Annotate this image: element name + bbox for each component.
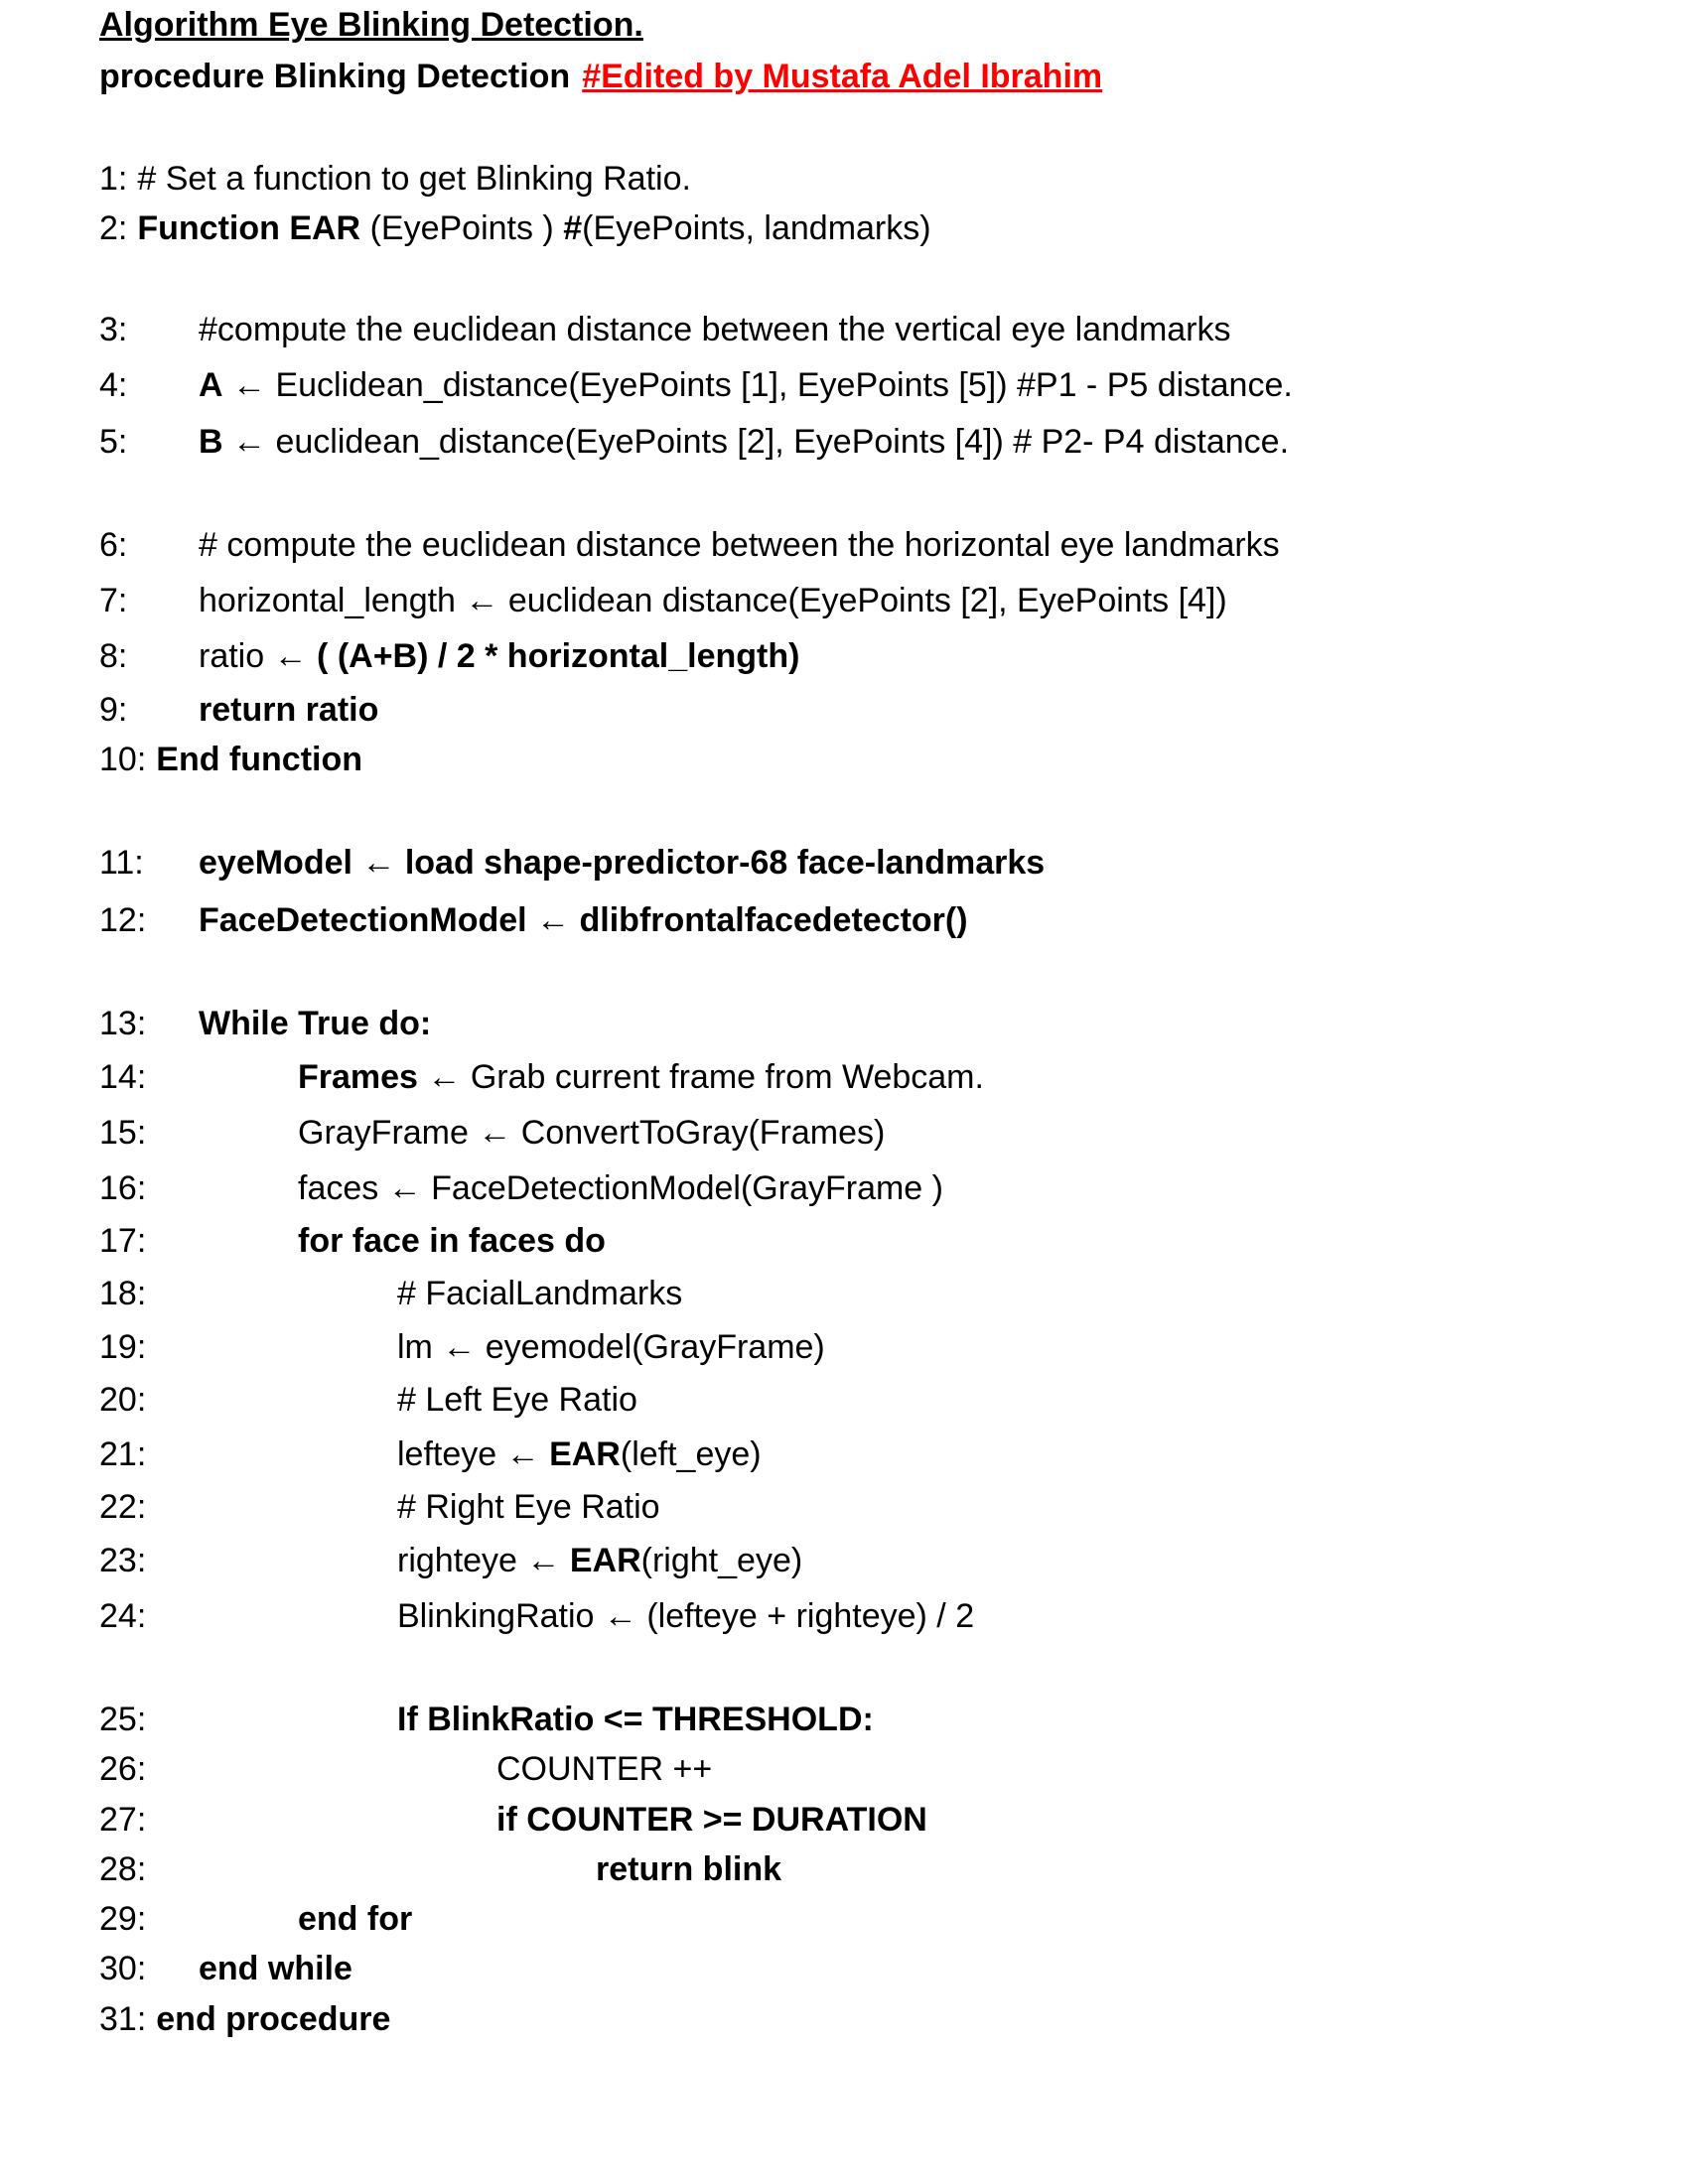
- line-number: 29:: [99, 1900, 147, 1938]
- code-line: [99, 1591, 975, 1641]
- code-line: [99, 999, 432, 1048]
- code-fragment: # Right Eye Ratio: [397, 1488, 660, 1526]
- code-line: [99, 1844, 782, 1894]
- line-number: 4:: [99, 366, 128, 404]
- line-code: [397, 1536, 802, 1585]
- line-code: [496, 1744, 712, 1794]
- line-number: 13:: [99, 1005, 147, 1042]
- line-number: 28:: [99, 1850, 147, 1888]
- procedure-header: [99, 52, 1102, 101]
- code-fragment: COUNTER ++: [496, 1750, 713, 1788]
- line-code: [156, 2000, 390, 2038]
- code-line: [99, 1944, 352, 1993]
- code-fragment: (EyePoints, landmarks): [582, 209, 931, 247]
- code-line: [99, 1795, 927, 1844]
- code-fragment: EAR: [569, 1542, 641, 1579]
- code-line: [99, 1994, 390, 2044]
- line-number: 26:: [99, 1750, 147, 1788]
- line-number: 14:: [99, 1058, 147, 1096]
- line-number: 5:: [99, 423, 128, 461]
- code-fragment: lm ← eyemodel(GrayFrame): [397, 1328, 825, 1366]
- code-fragment: #: [563, 209, 583, 247]
- line-number: 19:: [99, 1328, 147, 1366]
- line-number: 30:: [99, 1950, 147, 1987]
- code-fragment: # compute the euclidean distance between the horizontal eye landmarks: [199, 526, 1280, 564]
- code-line: [99, 1108, 886, 1158]
- editor-credit: #Edited by Mustafa Adel Ibrahim: [582, 58, 1103, 95]
- line-code: [397, 1482, 660, 1532]
- code-line: [99, 1163, 943, 1213]
- code-fragment: end for: [298, 1900, 413, 1938]
- code-fragment: B: [199, 423, 223, 461]
- code-fragment: end while: [199, 1950, 352, 1987]
- line-code: [596, 1844, 781, 1894]
- procedure-name: procedure Blinking Detection: [99, 58, 571, 95]
- line-number: 31:: [99, 2000, 147, 2038]
- code-fragment: ← Grab current frame from Webcam.: [417, 1058, 984, 1096]
- code-line: [99, 1052, 984, 1102]
- code-fragment: ratio ←: [199, 637, 318, 675]
- code-line: [99, 735, 362, 784]
- line-number: 25:: [99, 1701, 147, 1738]
- code-fragment: ( (A+B) / 2 * horizontal_length): [317, 637, 800, 675]
- line-number: 15:: [99, 1114, 147, 1152]
- code-line: [99, 895, 968, 945]
- code-line: [99, 1430, 762, 1479]
- code-fragment: for face in faces do: [298, 1222, 606, 1260]
- code-fragment: FaceDetectionModel ← dlibfrontalfacedetector(): [199, 901, 968, 939]
- code-fragment: # Set a function to get Blinking Ratio.: [137, 160, 691, 198]
- line-code: [199, 1944, 352, 1993]
- line-number: 12:: [99, 901, 147, 939]
- code-line: [99, 154, 691, 204]
- code-fragment: If BlinkRatio <= THRESHOLD:: [397, 1701, 874, 1738]
- line-code: [298, 1894, 412, 1944]
- code-line: [99, 1216, 606, 1266]
- line-number: 11:: [99, 844, 144, 882]
- code-fragment: return ratio: [199, 691, 379, 729]
- code-line: [99, 305, 1231, 354]
- code-fragment: righteye ←: [397, 1542, 570, 1579]
- line-code: [298, 1108, 885, 1158]
- line-number: 8:: [99, 637, 128, 675]
- code-fragment: BlinkingRatio ← (lefteye + righteye) / 2: [397, 1597, 975, 1635]
- line-number: 20:: [99, 1381, 147, 1419]
- algorithm-title: Algorithm Eye Blinking Detection.: [99, 6, 643, 44]
- code-fragment: ← euclidean_distance(EyePoints [2], EyePoints [4]) # P2- P4 distance.: [222, 423, 1290, 461]
- line-number: 23:: [99, 1542, 147, 1579]
- code-fragment: GrayFrame ← ConvertToGray(Frames): [298, 1114, 886, 1152]
- code-line: [99, 685, 379, 735]
- line-code: [199, 576, 1227, 625]
- line-code: [137, 209, 930, 247]
- code-fragment: Function EAR: [137, 209, 361, 247]
- code-line: [99, 520, 1280, 570]
- code-fragment: lefteye ←: [397, 1435, 550, 1473]
- code-fragment: end procedure: [156, 2000, 391, 2038]
- code-line: [99, 1269, 683, 1318]
- line-number: 2:: [99, 209, 128, 247]
- code-fragment: (right_eye): [640, 1542, 803, 1579]
- line-code: [397, 1322, 825, 1372]
- line-code: [397, 1695, 874, 1744]
- code-line: [99, 1536, 803, 1585]
- line-number: 16:: [99, 1169, 147, 1207]
- line-number: 9:: [99, 691, 128, 729]
- line-code: [199, 520, 1280, 570]
- code-line: [99, 838, 1046, 887]
- code-line: [99, 417, 1290, 467]
- line-code: [199, 895, 968, 945]
- line-number: 17:: [99, 1222, 147, 1260]
- code-fragment: if COUNTER >= DURATION: [496, 1801, 927, 1839]
- code-fragment: While True do:: [199, 1005, 432, 1042]
- line-code: [156, 741, 362, 778]
- code-fragment: faces ← FaceDetectionModel(GrayFrame ): [298, 1169, 943, 1207]
- line-code: [397, 1430, 762, 1479]
- code-line: [99, 1375, 637, 1425]
- code-line: [99, 204, 931, 253]
- code-fragment: ← Euclidean_distance(EyePoints [1], EyePoints [5]) #P1 - P5 distance.: [222, 366, 1293, 404]
- line-code: [397, 1375, 637, 1425]
- code-fragment: eyeModel ← load shape-predictor-68 face-landmarks: [199, 844, 1046, 882]
- code-fragment: #compute the euclidean distance between the vertical eye landmarks: [199, 311, 1231, 348]
- line-number: 22:: [99, 1488, 147, 1526]
- line-code: [298, 1052, 984, 1102]
- code-fragment: A: [199, 366, 223, 404]
- line-number: 10:: [99, 741, 147, 778]
- line-number: 3:: [99, 311, 128, 348]
- line-number: 21:: [99, 1435, 147, 1473]
- code-line: [99, 631, 800, 681]
- line-code: [199, 305, 1231, 354]
- line-code: [397, 1591, 974, 1641]
- line-number: 6:: [99, 526, 128, 564]
- line-number: 27:: [99, 1801, 147, 1839]
- code-fragment: horizontal_length ← euclidean distance(EyePoints [2], EyePoints [4]): [199, 582, 1227, 619]
- code-fragment: # FacialLandmarks: [397, 1275, 683, 1312]
- line-code: [199, 685, 378, 735]
- line-number: 24:: [99, 1597, 147, 1635]
- line-code: [496, 1795, 927, 1844]
- line-code: [199, 999, 431, 1048]
- code-line: [99, 1482, 660, 1532]
- line-code: [199, 417, 1289, 467]
- code-line: [99, 576, 1227, 625]
- code-line: [99, 1322, 825, 1372]
- line-code: [397, 1269, 682, 1318]
- code-line: [99, 1894, 413, 1944]
- line-number: 1:: [99, 160, 128, 198]
- code-line: [99, 1695, 874, 1744]
- line-code: [137, 160, 691, 198]
- code-line: [99, 1744, 713, 1794]
- code-fragment: Frames: [298, 1058, 418, 1096]
- code-fragment: return blink: [596, 1850, 782, 1888]
- code-fragment: (left_eye): [620, 1435, 762, 1473]
- line-code: [298, 1163, 943, 1213]
- line-number: 18:: [99, 1275, 147, 1312]
- line-code: [199, 631, 799, 681]
- line-number: 7:: [99, 582, 128, 619]
- line-code: [199, 360, 1293, 410]
- code-fragment: End function: [156, 741, 363, 778]
- code-line: [99, 360, 1293, 410]
- code-fragment: # Left Eye Ratio: [397, 1381, 637, 1419]
- line-code: [298, 1216, 606, 1266]
- code-fragment: EAR: [549, 1435, 621, 1473]
- code-fragment: (EyePoints ): [360, 209, 564, 247]
- line-code: [199, 838, 1045, 887]
